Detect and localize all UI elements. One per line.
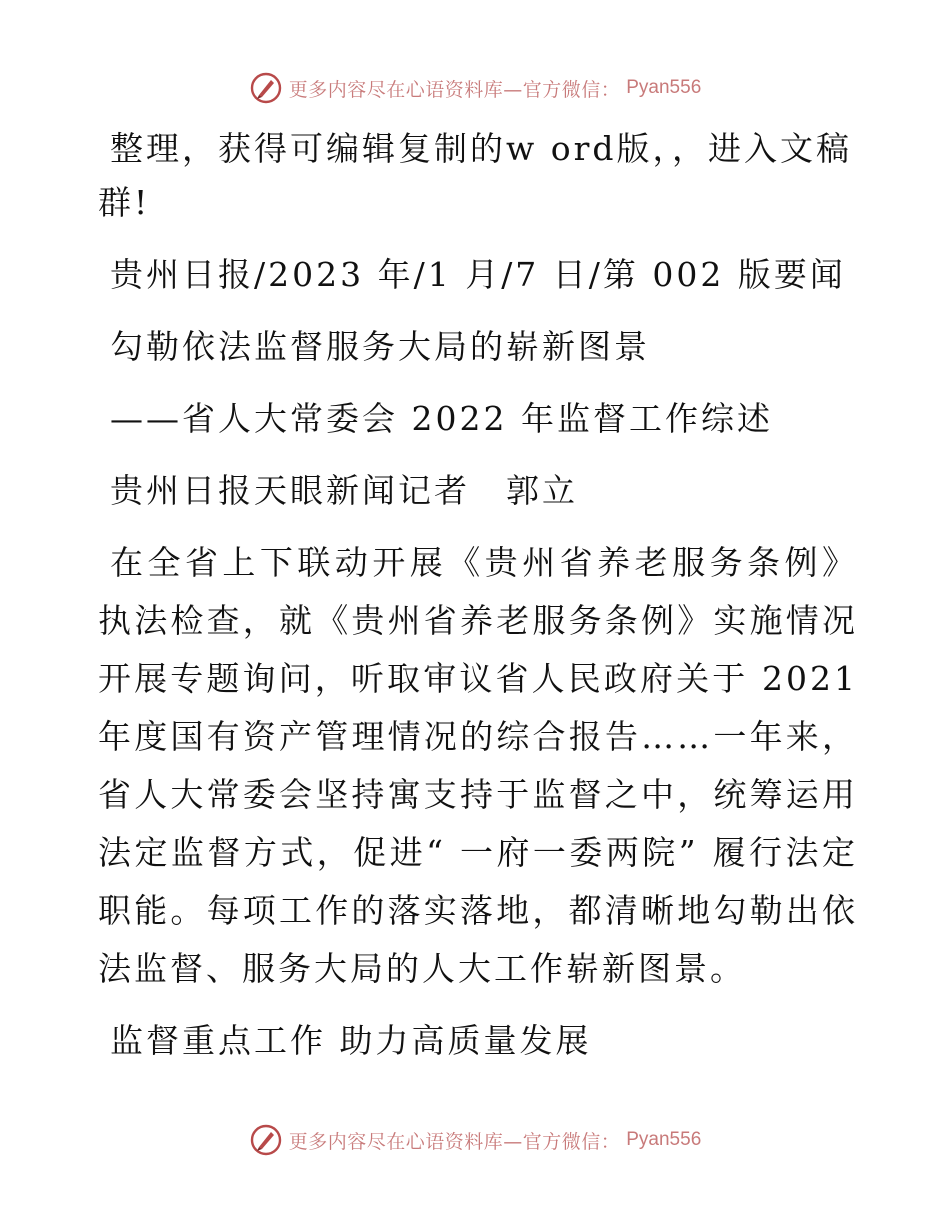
watermark-banner-top bbox=[0, 68, 950, 108]
watermark-wechat-id: Pyan556 bbox=[626, 77, 702, 98]
body-paragraph: 在全省上下联动开展《贵州省养老服务条例》执法检查，就《贵州省养老服务条例》实施情况开展专题询问，听取审议省人民政府关于 2021 年度国有资产管理情况的综合报告……一年来，省人大常委会坚持寓支持于监督之中，统筹运用法定监督方式，促进“ 一府一委两院” 履行法定职能。每项工作的落实落地，都清晰地勾勒出依法监督、服务大局的人大工作崭新图景。 bbox=[98, 543, 858, 988]
watermark-banner-bottom bbox=[0, 1120, 950, 1160]
headline: 勾勒依法监督服务大局的崭新图景 bbox=[110, 327, 650, 366]
section-heading: 监督重点工作 助力高质量发展 bbox=[110, 1021, 592, 1060]
pen-nib-circle-icon bbox=[249, 71, 283, 105]
source-line: 贵州日报/2023 年/1 月/7 日/第 002 版要闻 bbox=[110, 255, 846, 294]
intro-line-1: 整理，获得可编辑复制的w ord版，，进入文稿 bbox=[110, 129, 853, 168]
pen-nib-circle-icon bbox=[249, 1123, 283, 1157]
document-page bbox=[98, 122, 858, 1068]
byline: 贵州日报天眼新闻记者 郭立 bbox=[110, 471, 578, 510]
watermark-text: 更多内容尽在心语资料库—官方微信： bbox=[288, 1130, 621, 1153]
watermark-text: 更多内容尽在心语资料库—官方微信： bbox=[288, 78, 621, 101]
subheadline: ——省人大常委会 2022 年监督工作综述 bbox=[110, 399, 773, 438]
watermark-wechat-id: Pyan556 bbox=[626, 1129, 702, 1150]
intro-line-2: 群! bbox=[98, 183, 151, 222]
